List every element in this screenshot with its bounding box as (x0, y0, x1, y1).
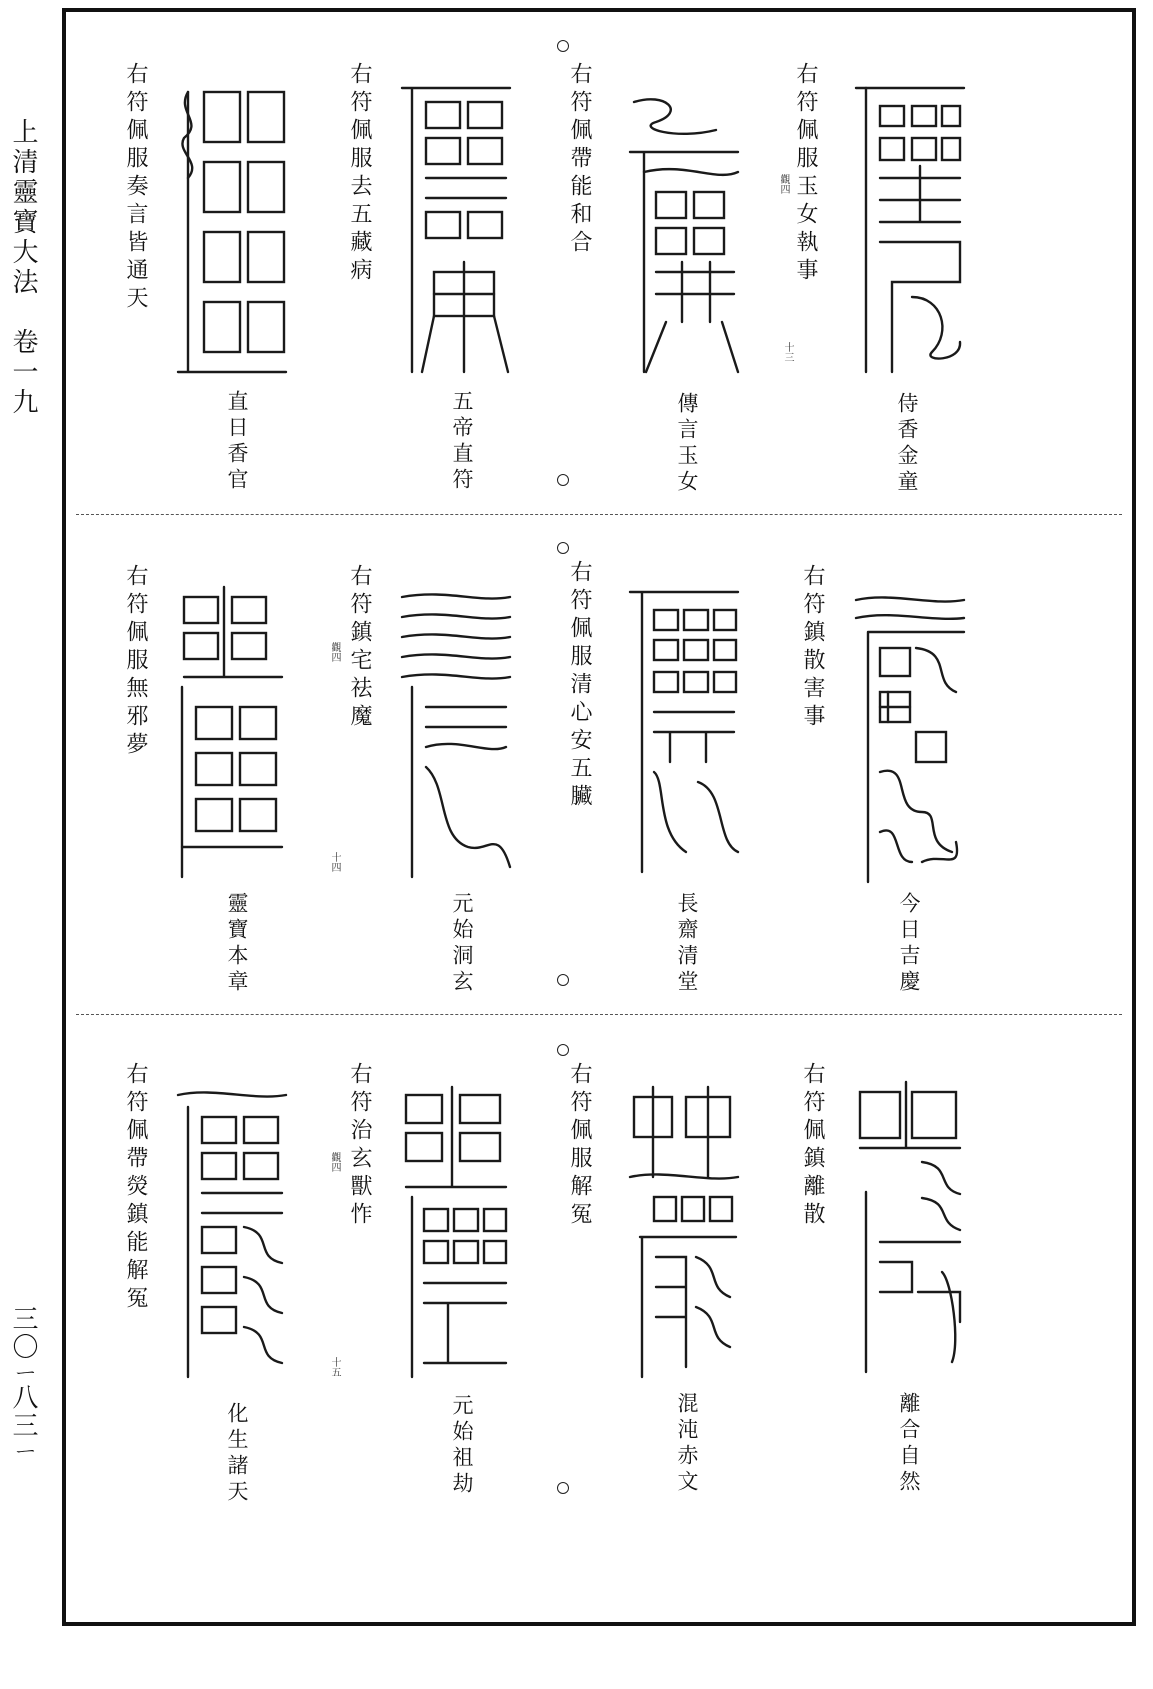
talisman-caption: 右符佩服清心安五臟 (567, 560, 592, 812)
margin-note: 觀四 (329, 1152, 340, 1172)
center-ring (557, 1044, 569, 1056)
talisman-caption: 右符佩鎮離散 (800, 1062, 825, 1230)
deity-name: 靈寶本章 (225, 892, 249, 996)
running-title: 上清靈寶大法 卷一九 (8, 118, 38, 418)
center-ring (557, 474, 569, 486)
talisman-caption: 右符佩服玉女執事 (793, 62, 818, 286)
center-ring (557, 40, 569, 52)
center-ring (557, 542, 569, 554)
margin-note: 十四 (329, 852, 340, 872)
row-divider (76, 1014, 1122, 1015)
talisman-seal (398, 82, 514, 382)
page-number: 三〇ㄧ八三ㄧ (8, 1305, 38, 1463)
talisman-seal (174, 1087, 290, 1387)
deity-name: 傳言玉女 (675, 392, 699, 496)
talisman-seal (626, 1087, 742, 1387)
talisman-caption: 右符佩服解冤 (567, 1062, 592, 1230)
margin-note: 觀四 (329, 642, 340, 662)
talisman-caption: 右符佩服去五藏病 (347, 62, 372, 286)
deity-name: 離合自然 (897, 1392, 921, 1496)
center-ring (557, 974, 569, 986)
center-ring (557, 1482, 569, 1494)
talisman-seal (852, 1082, 968, 1382)
talisman-seal (626, 582, 742, 882)
page-frame (62, 8, 1136, 1626)
margin-note: 觀四 (778, 174, 789, 194)
talisman-caption: 右符鎮宅祛魔 (347, 564, 372, 732)
deity-name: 侍香金童 (895, 392, 919, 496)
talisman-seal (174, 82, 290, 382)
deity-name: 元始洞玄 (450, 892, 474, 996)
talisman-seal (174, 587, 290, 887)
deity-name: 今日吉慶 (897, 892, 921, 996)
talisman-seal (398, 587, 514, 887)
deity-name: 混沌赤文 (675, 1392, 699, 1496)
deity-name: 五帝直符 (450, 390, 474, 494)
talisman-seal (626, 82, 742, 382)
margin-note: 十三 (782, 342, 793, 362)
talisman-seal (852, 82, 968, 382)
deity-name: 長齋清堂 (675, 892, 699, 996)
talisman-caption: 右符治玄獸怍 (347, 1062, 372, 1230)
row-divider (76, 514, 1122, 515)
talisman-caption: 右符佩帶能和合 (567, 62, 592, 258)
deity-name: 直日香官 (225, 390, 249, 494)
deity-name: 元始祖劫 (450, 1394, 474, 1498)
talisman-caption: 右符佩服無邪夢 (123, 564, 148, 760)
talisman-caption: 右符鎮散害事 (800, 564, 825, 732)
deity-name: 化生諸天 (225, 1402, 249, 1506)
talisman-caption: 右符佩帶熒鎮能解冤 (123, 1062, 148, 1314)
talisman-seal (852, 592, 968, 892)
margin-note: 十五 (329, 1357, 340, 1377)
talisman-caption: 右符佩服奏言皆通天 (123, 62, 148, 314)
talisman-seal (398, 1087, 514, 1387)
